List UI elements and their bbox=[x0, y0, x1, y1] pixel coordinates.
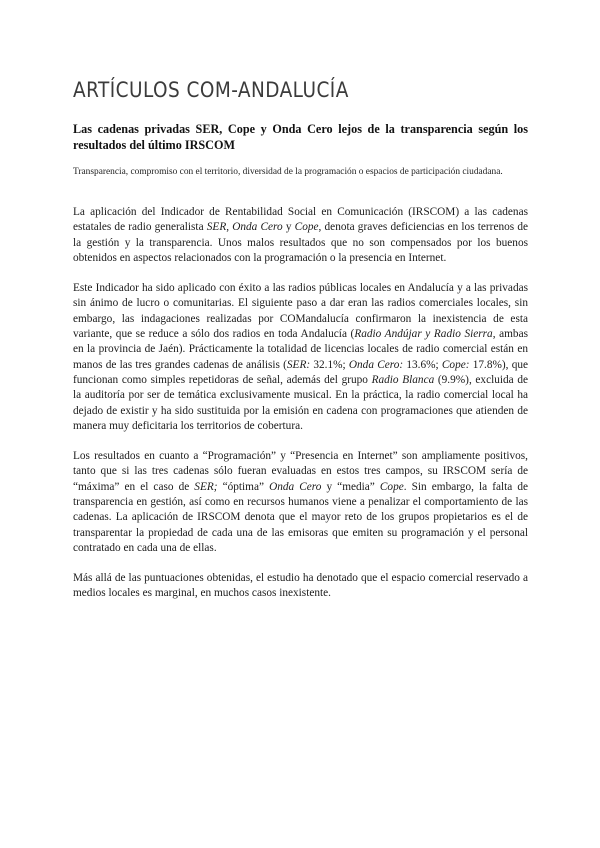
p2-text-c: 32.1%; bbox=[310, 358, 349, 371]
p1-ser: SER bbox=[206, 221, 227, 234]
p3-text-a: Los resultados en cuanto a “Programación” y “Presencia en Internet” son ampliamente positivos, tanto que si las tres cadenas sólo fueran evaluadas en estos tres campos, su IRSCOM sería de “máxima” en el caso de bbox=[73, 449, 528, 493]
p3-text-c: y “media” bbox=[321, 480, 380, 493]
p2-onda-cero: Onda Cero: bbox=[348, 358, 404, 371]
article-title: Las cadenas privadas SER, Cope y Onda Cero lejos de la transparencia según los resultados del último IRSCOM bbox=[73, 122, 528, 152]
p3-ser: SER; bbox=[194, 480, 218, 493]
p2-cope: Cope: bbox=[441, 358, 470, 371]
p1-cope: Cope bbox=[294, 221, 319, 234]
article-subtitle: Transparencia, compromiso con el territorio, diversidad de la programación o espacios de participación ciudadana. bbox=[73, 167, 503, 177]
p2-ser: SER: bbox=[286, 358, 311, 371]
paragraph-2 bbox=[73, 281, 528, 434]
p2-text-e: 17.8%), que funcionan como simples repetidoras de señal, además del grupo bbox=[73, 358, 529, 386]
p2-text-a: Este Indicador ha sido aplicado con éxito a las radios públicas locales en Andalucía y a las privadas sin ánimo de lucro o comunitarias. El siguiente paso a dar eran las radios comerciales locales, sin embargo, las indagaciones realizadas por COMandalucía confirmaron la inexistencia de esta variante, que se reduce a sólo dos radios en toda Andalucía ( bbox=[73, 281, 528, 340]
p1-sep1: , bbox=[226, 221, 233, 234]
p3-cope: Cope bbox=[379, 480, 404, 493]
paragraph-4: Más allá de las puntuaciones obtenidas, el estudio ha denotado que el espacio comercial reservado a medios locales es marginal, en muchos casos inexistente. bbox=[73, 571, 528, 600]
p1-text-b: , denota graves deficiencias en los terrenos de la gestión y la transparencia. Unos malos resultados que no son compensados por los buenos obtenidos en aspectos relacionados con la programación o la presencia en Internet. bbox=[73, 221, 528, 265]
p1-text-a: La aplicación del Indicador de Rentabilidad Social en Comunicación (IRSCOM) a las cadenas estatales de radio generalista bbox=[73, 206, 528, 234]
p1-onda-cero: Onda Cero bbox=[232, 221, 283, 234]
p3-onda-cero: Onda Cero bbox=[269, 480, 322, 493]
paragraph-1 bbox=[73, 205, 528, 266]
p2-radios: Radio Andújar y Radio Sierra bbox=[354, 327, 493, 340]
paragraph-3 bbox=[73, 449, 528, 556]
p2-radio-blanca: Radio Blanca bbox=[371, 373, 435, 386]
p1-sep2: y bbox=[282, 221, 295, 234]
p3-text-b: “óptima” bbox=[217, 480, 270, 493]
p2-text-d: 13.6%; bbox=[403, 358, 442, 371]
article-body bbox=[73, 205, 528, 616]
section-heading: ARTÍCULOS COM-ANDALUCÍA bbox=[73, 78, 349, 102]
p2-text-f: (9.9%), excluida de la auditoría por ser de temática exclusivamente musical. En la práctica, la radio comercial local ha dejado de existir y ha sido sustituida por la emisión en cadena con programaciones que atienden de manera muy deficitaria los territorios de cobertura. bbox=[73, 373, 529, 432]
p2-text-b: , ambas en la provincia de Jaén). Prácticamente la totalidad de licencias locales de radio comercial están en manos de las tres grandes cadenas de análisis ( bbox=[73, 327, 528, 371]
p3-text-d: . Sin embargo, la falta de transparencia en gestión, así como en recursos humanos viene a penalizar el comportamiento de las cadenas. La aplicación de IRSCOM denota que el mayor reto de los grupos propietarios es el de transparentar la propiedad de cada una de las emisoras que emiten su programación y el personal contratado en cada una de ellas. bbox=[73, 480, 528, 554]
